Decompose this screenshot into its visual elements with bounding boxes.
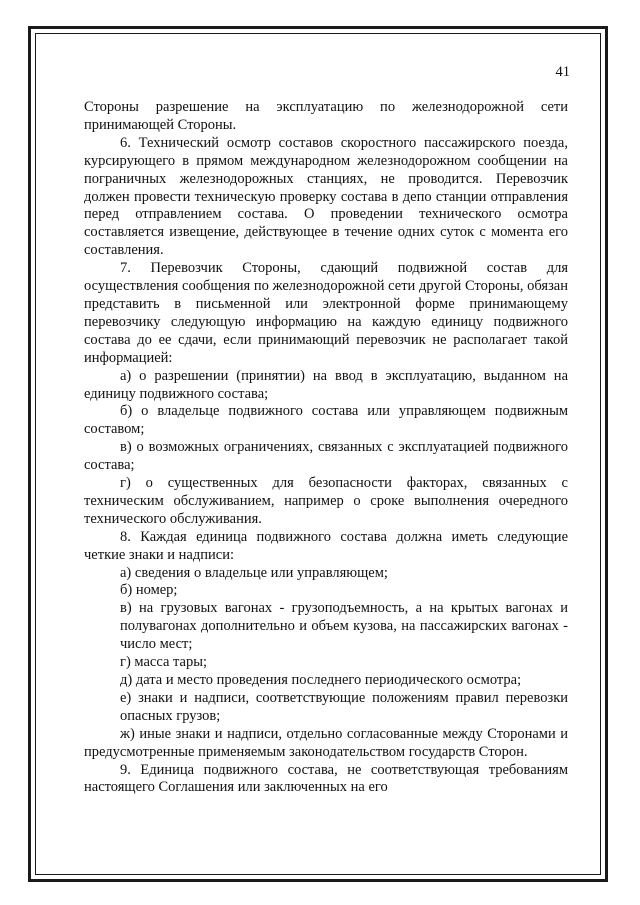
subitem-8a: а) сведения о владельце или управляющем; bbox=[120, 564, 388, 581]
subitem-7g: г) о существенных для безопасности факторах, связанных с техническим обслуживанием, например о сроке выполнения очередного технического обслуживания. bbox=[84, 475, 568, 527]
paragraph-item-7: 7. Перевозчик Стороны, сдающий подвижной состав для осуществления сообщения по железнодорожной сети другой Стороны, обязан представить в письменной или электронной форме принимающему перевозчику следующую информацию на каждую единицу подвижного состава до ее сдачи, если принимающий перевозчик не располагает такой информацией: bbox=[84, 260, 568, 366]
subitem-8e: е) знаки и надписи, соответствующие положениям правил перевозки опасных грузов; bbox=[120, 689, 568, 724]
subitem-8v: в) на грузовых вагонах - грузоподъемность, а на крытых вагонах и полувагонах дополнительно и объем кузова, на пассажирских вагонах - число мест; bbox=[120, 600, 568, 653]
paragraph-item-6: 6. Технический осмотр составов скоростного пассажирского поезда, курсирующего в прямом международном железнодорожном сообщении на пограничных железнодорожных станциях, не проводится. Перевозчик должен провести техническую проверку состава в депо станции отправления перед отправлением состава. О проведении технического осмотра составляется извещение, действующее в течение одних суток с момента его составления. bbox=[84, 134, 568, 259]
document-body bbox=[84, 99, 568, 797]
subitem-7a: а) о разрешении (принятии) на ввод в эксплуатацию, выданном на единицу подвижного состава; bbox=[84, 367, 568, 402]
subitem-8b: б) номер; bbox=[120, 582, 178, 599]
subitem-8zh: ж) иные знаки и надписи, отдельно согласованные между Сторонами и предусмотренные применяемым законодательством государств Сторон. bbox=[84, 725, 568, 760]
paragraph-item-9: 9. Единица подвижного состава, не соответствующая требованиям настоящего Соглашения или заключенных на его bbox=[84, 761, 568, 796]
subitem-7v: в) о возможных ограничениях, связанных с эксплуатацией подвижного состава; bbox=[84, 439, 568, 474]
paragraph-continuation: Стороны разрешение на эксплуатацию по железнодорожной сети принимающей Стороны. bbox=[84, 99, 568, 133]
page-number: 41 bbox=[555, 64, 570, 80]
paragraph-item-8: 8. Каждая единица подвижного состава должна иметь следующие четкие знаки и надписи: bbox=[84, 528, 568, 563]
subitem-8g: г) масса тары; bbox=[120, 654, 207, 671]
subitem-8d: д) дата и место проведения последнего периодического осмотра; bbox=[120, 672, 522, 688]
subitem-7b: б) о владельце подвижного состава или управляющем подвижным составом; bbox=[84, 403, 568, 438]
